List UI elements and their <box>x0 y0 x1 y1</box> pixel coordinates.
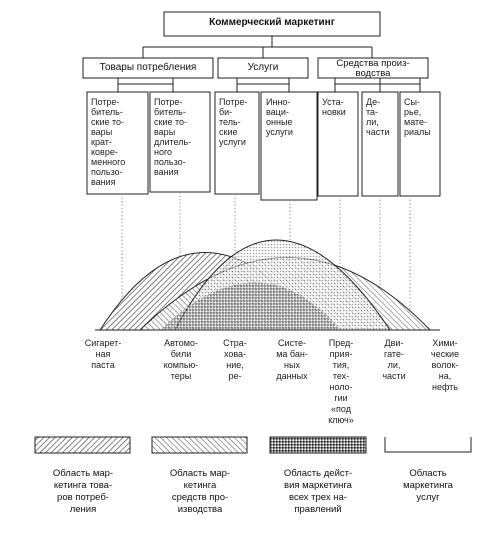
example-databank: Систе- ма бан- ных данных <box>276 338 308 381</box>
example-toothpaste: Сигарет- ная паста <box>84 338 122 370</box>
legend-label-consumer: Область мар- кетинга това- ров потреб- ления <box>52 468 114 515</box>
legend-label-production: Область мар- кетинга средств про- изводства <box>169 468 231 515</box>
example-insurance: Стра- хова- ние, ре- <box>223 338 247 381</box>
example-chemical-fibers: Хими- ческие волок- на, нефть <box>430 338 460 392</box>
legend-swatch-consumer <box>35 437 130 453</box>
legend-swatch-services <box>385 437 471 452</box>
example-engines: Дви- гате- ли, части <box>382 338 406 381</box>
legend-swatch-production <box>152 437 247 453</box>
legend-swatch-all <box>270 437 366 453</box>
box-text-parts: Де- та- ли, части <box>366 97 390 137</box>
diagram-title: Коммерческий маркетинг <box>209 17 335 28</box>
box-text-installations: Уста- новки <box>322 97 346 117</box>
box-text-raw-materials: Сы- рье, мате- риалы <box>404 97 431 137</box>
group-label-production: Средства произ- водства <box>336 58 410 79</box>
legend-label-all: Область дейст- вия маркетинга всех трех на- правлений <box>283 468 353 515</box>
legend-label-services: Область маркетинга услуг <box>403 468 453 503</box>
example-turnkey: Пред- прия- тия, тех- ноло- гии «под ключ» <box>328 338 354 425</box>
box-text-consumer-services: Потре- би- тель- ские услуги <box>219 97 248 147</box>
box-text-consumer-short: Потре- битель- ские то- вары крат- ковре- менного пользо- вания <box>91 97 126 187</box>
group-label-consumer: Товары потребления <box>99 62 197 73</box>
box-text-innovative-services: Инно- ваци- онные услуги <box>266 97 293 137</box>
box-text-consumer-long: Потре- битель- ские то- вары длитель- ного пользо- вания <box>154 97 192 177</box>
group-label-services: Услуги <box>247 62 279 73</box>
example-cars-computers: Автомо- били компью- теры <box>163 338 199 381</box>
